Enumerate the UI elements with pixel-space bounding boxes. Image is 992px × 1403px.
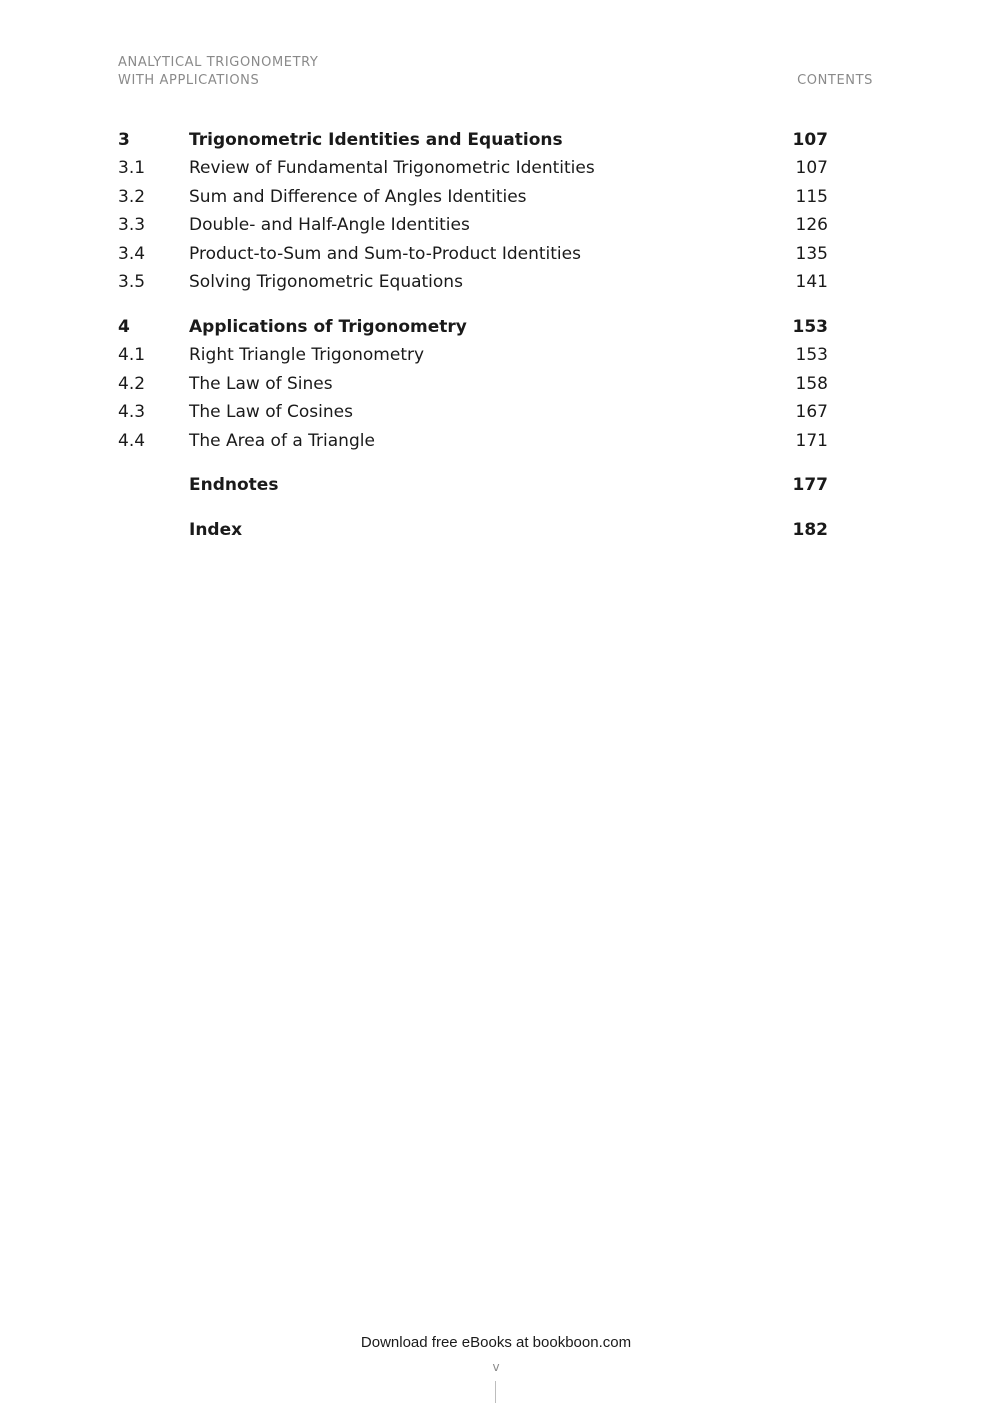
toc-page-number: 171 [795,430,828,451]
toc-page-number: 135 [795,243,828,264]
toc-number: 3.3 [118,215,146,236]
table-of-contents [118,126,828,545]
toc-row-index[interactable] [118,516,828,544]
toc-title: The Law of Sines [189,373,333,394]
toc-number: 4.2 [118,373,146,394]
toc-row-4-3[interactable] [118,398,828,426]
toc-row-3-1[interactable] [118,154,828,182]
toc-page-number: 107 [795,158,828,179]
toc-number: 3.1 [118,158,146,179]
toc-row-4-2[interactable] [118,370,828,398]
toc-title: Right Triangle Trigonometry [189,345,425,366]
toc-row-3-5[interactable] [118,268,828,296]
running-head-section: CONTENTS [797,73,873,88]
toc-row-4-1[interactable] [118,341,828,369]
toc-row-3-4[interactable] [118,240,828,268]
toc-page-number: 167 [795,402,828,423]
toc-number: 3 [118,130,130,150]
toc-title: Index [189,520,243,541]
toc-title: Trigonometric Identities and Equations [189,130,563,150]
toc-page-number: 153 [792,316,828,337]
toc-number: 4 [118,316,130,337]
toc-number: 4.4 [118,430,146,451]
toc-number: 3.5 [118,271,146,292]
toc-row-endnotes[interactable] [118,471,828,499]
toc-title: Double- and Half-Angle Identities [189,215,470,236]
toc-title: The Law of Cosines [189,402,353,423]
toc-page-number: 182 [792,520,828,541]
toc-title: Applications of Trigonometry [189,316,467,337]
book-title-line-2: WITH APPLICATIONS [118,73,260,88]
toc-number: 4.3 [118,402,146,423]
toc-page-number: 115 [795,186,828,207]
toc-number: 3.2 [118,186,146,207]
page-number: v [492,1360,500,1374]
toc-title: Review of Fundamental Trigonometric Identities [189,158,595,179]
toc-number: 4.1 [118,345,146,366]
download-link[interactable]: Download free eBooks at bookboon.com [360,1334,632,1351]
toc-number: 3.4 [118,243,146,264]
toc-page-number: 126 [795,215,828,236]
toc-title: Solving Trigonometric Equations [189,271,463,292]
toc-page-number: 141 [795,271,828,292]
toc-title: Sum and Difference of Angles Identities [189,186,527,207]
page-number-rule [495,1381,496,1403]
toc-row-3-3[interactable] [118,211,828,239]
toc-row-3-2[interactable] [118,183,828,211]
toc-row-chapter-4[interactable] [118,313,828,341]
toc-title: Product-to-Sum and Sum-to-Product Identities [189,243,581,264]
toc-page-number: 177 [792,475,828,496]
book-title-line-1: ANALYTICAL TRIGONOMETRY [118,55,319,70]
running-head-book-title [118,54,318,90]
toc-title: The Area of a Triangle [189,430,375,451]
toc-page-number: 158 [795,373,828,394]
toc-title: Endnotes [189,475,279,496]
toc-page-number: 153 [795,345,828,366]
toc-row-chapter-3[interactable] [118,126,828,154]
toc-page-number: 107 [792,130,828,150]
toc-row-4-4[interactable] [118,427,828,455]
